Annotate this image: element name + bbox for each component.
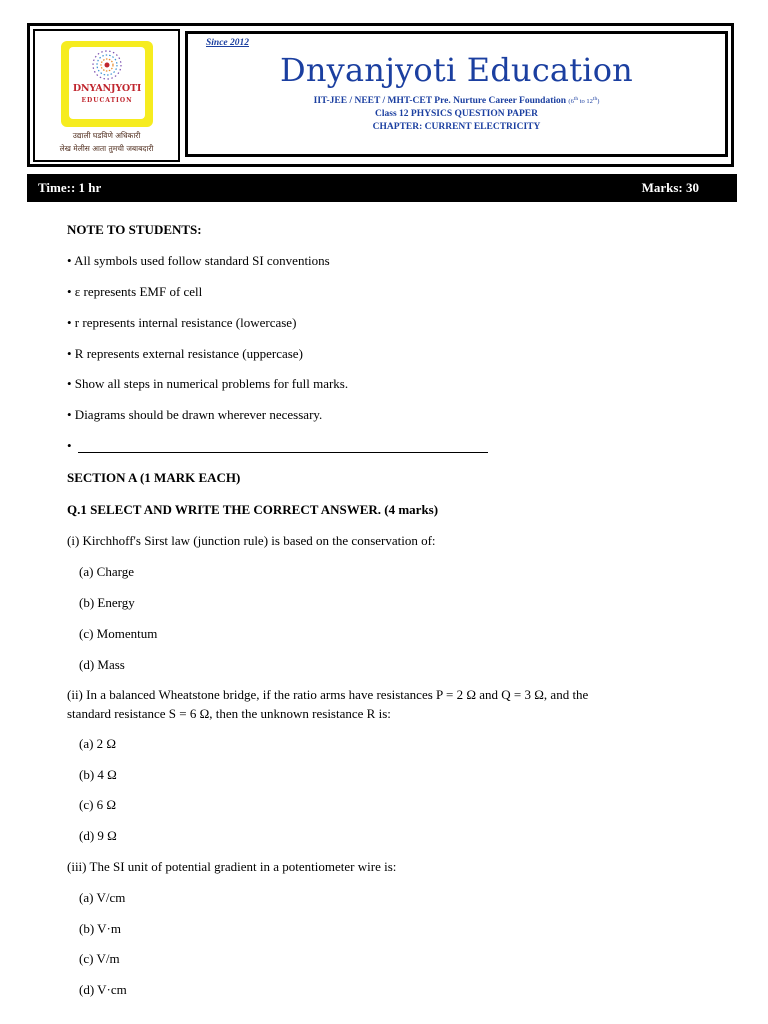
paper-title: Class 12 PHYSICS QUESTION PAPER [375,109,538,119]
answer-option: (a) V/cm [79,890,126,905]
logo-subtitle: EDUCATION [81,97,133,104]
lamp-icon [69,47,145,83]
answer-option: (c) V/m [79,951,120,966]
question-stem-continued: standard resistance S = 6 Ω, then the unknown resistance R is: [67,706,391,721]
answer-option: (b) Energy [79,595,135,610]
answer-option: (c) Momentum [79,626,158,641]
note-item: • R represents external resistance (uppercase) [67,346,303,361]
question-heading: Q.1 SELECT AND WRITE THE CORRECT ANSWER. (4 marks) [67,502,439,517]
note-item: • ε represents EMF of cell [67,284,203,299]
answer-option: (c) 6 Ω [79,797,117,812]
logo-tagline-1: उद्याली घडविणे अधिकारी [72,131,141,140]
section-heading: SECTION A (1 MARK EACH) [67,470,241,485]
marks-label: Marks: 30 [641,180,699,195]
title-panel [185,31,728,157]
since-label: Since 2012 [206,38,250,48]
blank-line [78,452,488,453]
logo-tagline-2: लेख मेलीस आता तुमची जबाबदारी [59,144,154,153]
answer-option: (d) 9 Ω [79,828,117,843]
answer-option: (a) 2 Ω [79,736,117,751]
answer-option: (d) Mass [79,657,125,672]
notes-heading: NOTE TO STUDENTS: [67,222,202,237]
brand-title: Dnyanjyoti Education [280,51,633,89]
question-stem: (i) Kirchhoff's Sirst law (junction rule) is based on the conservation of: [67,533,436,548]
chapter-title: CHAPTER: CURRENT ELECTRICITY [372,122,541,132]
answer-option: (b) 4 Ω [79,767,117,782]
question-stem: (iii) The SI unit of potential gradient in a potentiometer wire is: [67,859,397,874]
foundation-line: IIT-JEE / NEET / MHT-CET Pre. Nurture Career Foundation (6th to 12th) [313,96,600,107]
question-stem: (ii) In a balanced Wheatstone bridge, if the ratio arms have resistances P = 2 Ω and Q = 3 Ω, and the [67,687,589,702]
logo [61,41,153,127]
note-item: • All symbols used follow standard SI conventions [67,253,330,268]
note-item: • r represents internal resistance (lowercase) [67,315,297,330]
logo-name: DNYANJYOTI [72,83,142,94]
logo-panel [33,29,180,162]
time-marks-bar [27,174,737,202]
answer-option: (d) V·cm [79,982,127,997]
answer-option: (a) Charge [79,564,134,579]
note-item: • Show all steps in numerical problems for full marks. [67,376,349,391]
answer-option: (b) V·m [79,921,122,936]
time-label: Time:: 1 hr [38,180,102,195]
note-item: • [67,438,72,453]
note-item: • Diagrams should be drawn wherever necessary. [67,407,323,422]
